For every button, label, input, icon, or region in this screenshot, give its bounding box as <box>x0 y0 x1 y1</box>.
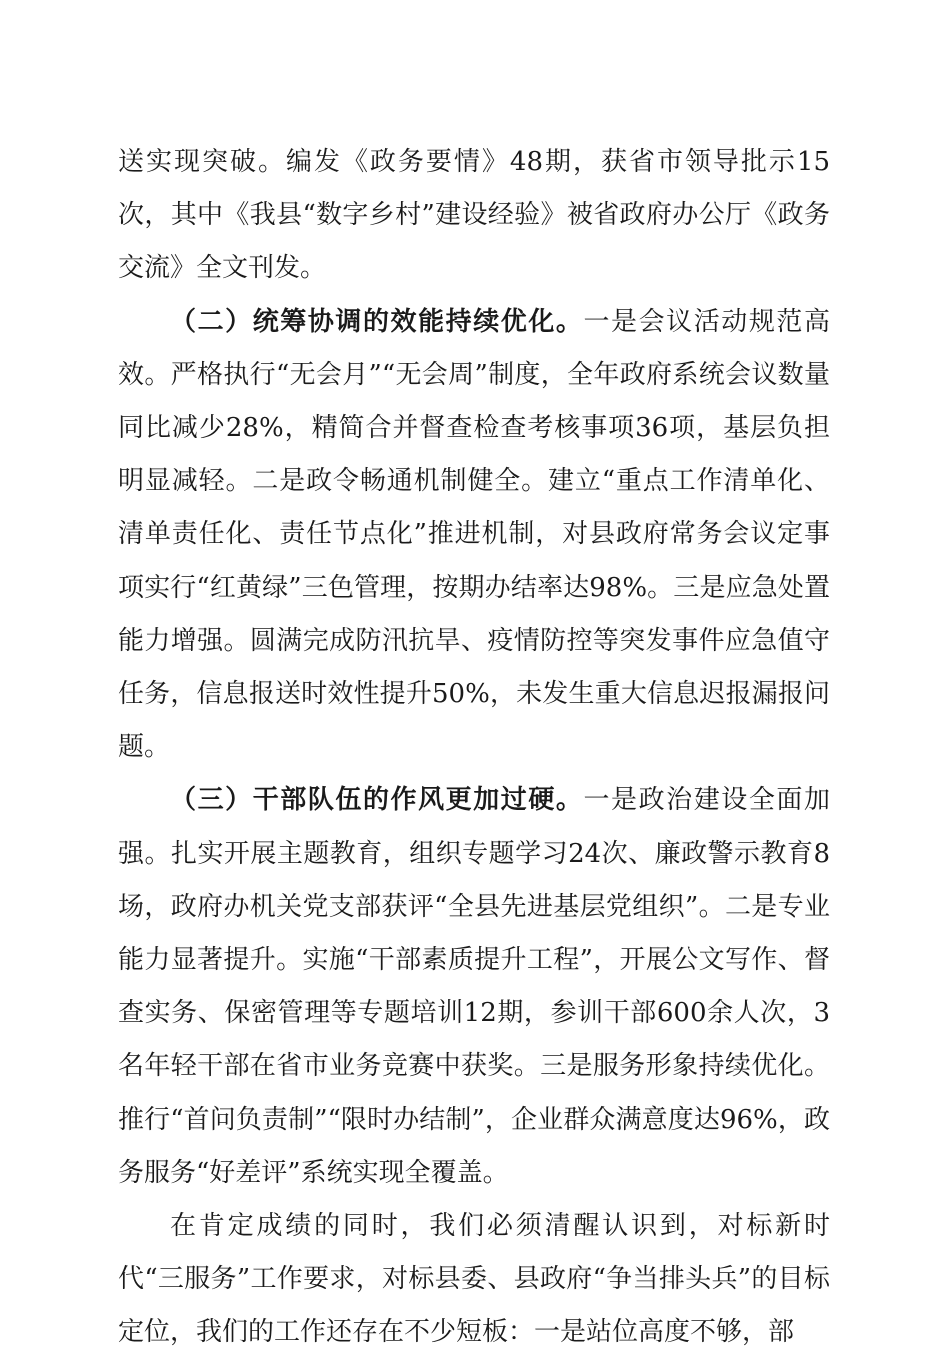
section-heading: （二）统筹协调的效能持续优化。 <box>170 306 584 337</box>
paragraph-text: 一是会议活动规范高效。严格执行“无会月”“无会周”制度，全年政府系统会议数量同比减少28%，精简合并督查检查考核事项36项，基层负担明显减轻。二是政令畅通机制健全。建立“重点工作清单化、清单责任化、责任节点化”推进机制，对县政府常务会议定事项实行“红黄绿”三色管理，按期办结率达98%。三是应急处置能力增强。圆满完成防汛抗旱、疫情防控等突发事件应急值守任务，信息报送时效性提升50%，未发生重大信息迟报漏报问题。 <box>118 306 830 763</box>
paragraph-text: 一是政治建设全面加强。扎实开展主题教育，组织专题学习24次、廉政警示教育8场，政府办机关党支部获评“全县先进基层党组织”。二是专业能力显著提升。实施“干部素质提升工程”，开展公文写作、督查实务、保密管理等专题培训12期，参训干部600余人次，3名年轻干部在省市业务竞赛中获奖。三是服务形象持续优化。推行“首问负责制”“限时办结制”，企业群众满意度达96%，政务服务“好差评”系统实现全覆盖。 <box>118 785 830 1188</box>
section-heading: （三）干部队伍的作风更加过硬。 <box>170 785 584 816</box>
paragraph-section-three <box>118 774 830 1200</box>
paragraph-section-two <box>118 296 830 775</box>
paragraph-text: 送实现突破。编发《政务要情》48期，获省市领导批示15次，其中《我县“数字乡村”建设经验》被省政府办公厅《政务交流》全文刊发。 <box>118 147 830 284</box>
document-body <box>118 136 830 1360</box>
paragraph-continuation <box>118 136 830 296</box>
paragraph-shortcomings <box>118 1200 830 1360</box>
paragraph-text: 在肯定成绩的同时，我们必须清醒认识到，对标新时代“三服务”工作要求，对标县委、县政府“争当排头兵”的目标定位，我们的工作还存在不少短板：一是站位高度不够，部 <box>118 1211 830 1348</box>
